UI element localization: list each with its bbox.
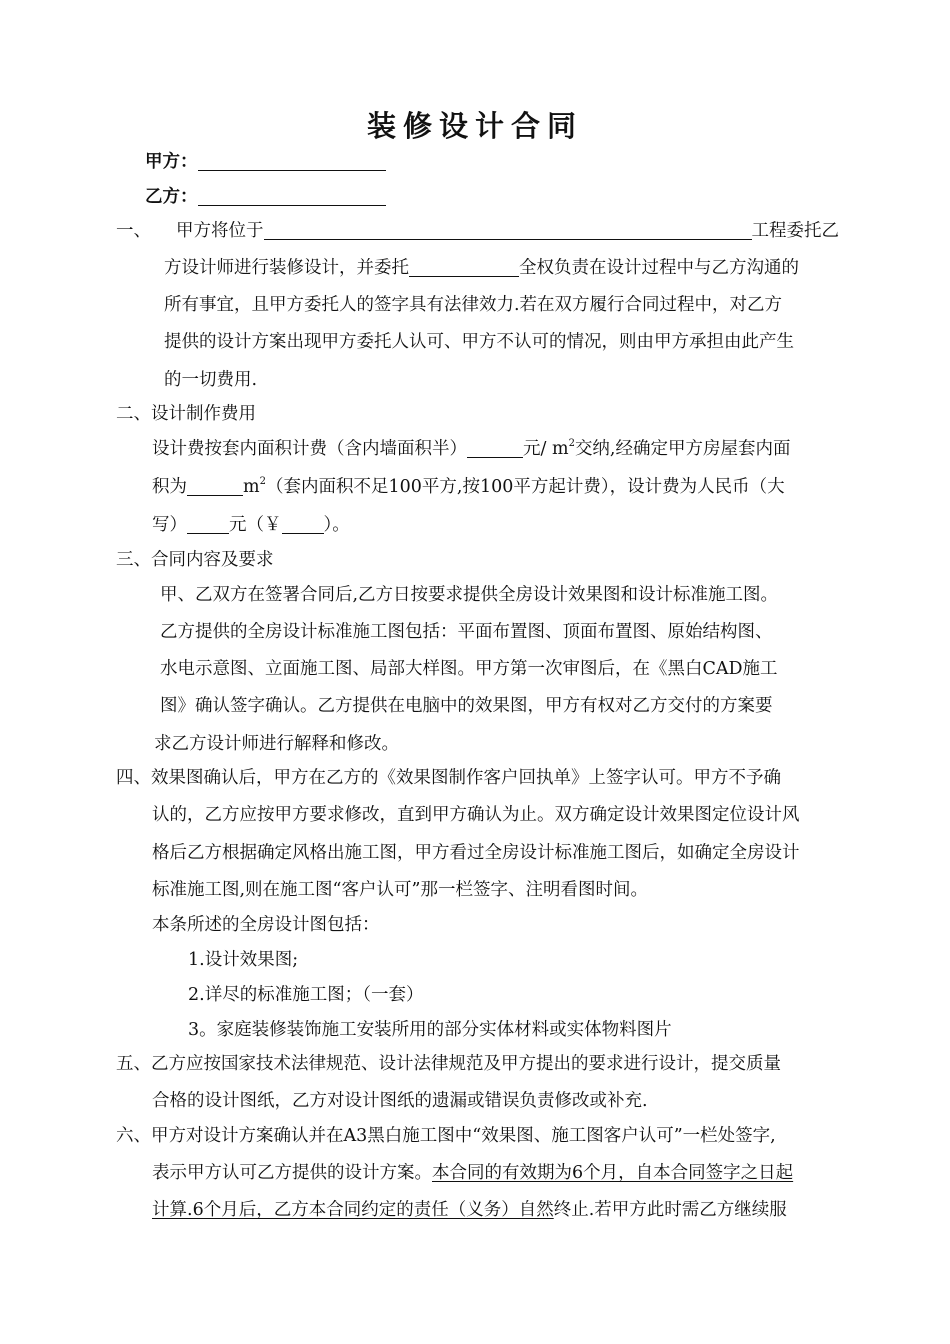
document-title: 装修设计合同	[366, 109, 583, 143]
s4-line-4: 标准施工图,则在施工图“客户认可”那一栏签字、注明看图时间。	[152, 880, 648, 900]
s1-line-1: 甲方将位于 工程委托乙	[176, 221, 839, 241]
project-location-blank	[264, 219, 752, 240]
s1-number: 一、	[116, 221, 151, 241]
s4-item-1: 1.设计效果图;	[188, 950, 299, 970]
s1-line-3: 所有事宜，且甲方委托人的签字具有法律效力.若在双方履行合同过程中，对乙方	[164, 295, 783, 315]
s4-line-2: 认的，乙方应按甲方要求修改，直到甲方确认为止。双方确定设计效果图定位设计风	[152, 805, 800, 825]
delegate-blank	[409, 256, 519, 277]
s2-line-2: 积为 $m^2$（套内面积不足100平方,按100平方起计费），设计费为人民币（大	[152, 476, 785, 497]
party-b-line	[145, 185, 386, 209]
s3-line-2: 乙方提供的全房设计标准施工图包括：平面布置图、顶面布置图、原始结构图、	[160, 622, 773, 642]
s4-line-3: 格后乙方根据确定风格出施工图，甲方看过全房设计标准施工图后，如确定全房设计	[152, 843, 800, 863]
party-a-blank	[198, 150, 386, 171]
s1-line-2: 方设计师进行装修设计，并委托 全权负责在设计过程中与乙方沟通的	[164, 258, 799, 278]
area-blank	[187, 475, 243, 496]
s4-line-1: 四、效果图确认后，甲方在乙方的《效果图制作客户回执单》上签字认可。甲方不予确	[116, 768, 781, 788]
validity-clause: 本合同的有效期为6个月，自本合同签字之日起	[432, 1163, 794, 1183]
party-a-label: 甲方：	[145, 152, 198, 172]
s6-line-3: 计算.6个月后，乙方本合同约定的责任（义务）自然终止.若甲方此时需乙方继续服	[152, 1200, 787, 1220]
s4-item-2: 2.详尽的标准施工图；（一套）	[188, 985, 424, 1005]
s2-heading: 二、设计制作费用	[116, 404, 256, 424]
party-a-line	[145, 150, 386, 174]
validity-clause-cont: 计算.6个月后，乙方本合同约定的责任（义务）自然	[152, 1200, 554, 1220]
s4-item-3: 3。家庭装修装饰施工安装所用的部分实体材料或实体物料图片	[188, 1020, 672, 1040]
s1-line-5: 的一切费用.	[164, 370, 258, 390]
fee-words-blank	[187, 513, 229, 534]
party-b-blank	[198, 185, 386, 206]
s3-line-5: 求乙方设计师进行解释和修改。	[154, 734, 399, 754]
s1-line-4: 提供的设计方案出现甲方委托人认可、甲方不认可的情况，则由甲方承担由此产生	[164, 332, 794, 352]
rate-blank	[467, 437, 523, 458]
s3-heading: 三、合同内容及要求	[116, 550, 274, 570]
s2-line-1: 设计费按套内面积计费（含内墙面积半） 元/ $m^2$交纳,经确定甲方房屋套内面	[152, 438, 791, 459]
s5-line-1: 五、乙方应按国家技术法律规范、设计法律规范及甲方提出的要求进行设计，提交质量	[116, 1054, 781, 1074]
s3-line-3: 水电示意图、立面施工图、局部大样图。甲方第一次审图后，在《黑白CAD施工	[160, 659, 778, 679]
s4-line-5: 本条所述的全房设计图包括：	[152, 915, 380, 935]
s3-line-4: 图》确认签字确认。乙方提供在电脑中的效果图，甲方有权对乙方交付的方案要	[160, 696, 773, 716]
s3-line-1: 甲、乙双方在签署合同后,乙方日按要求提供全房设计效果图和设计标准施工图。	[160, 585, 779, 605]
s6-line-1: 六、甲方对设计方案确认并在A3黑白施工图中“效果图、施工图客户认可”一栏处签字,	[116, 1126, 776, 1146]
s2-line-3: 写） 元（￥ ）。	[152, 515, 350, 535]
s5-line-2: 合格的设计图纸，乙方对设计图纸的遗漏或错误负责修改或补充.	[152, 1091, 648, 1111]
party-b-label: 乙方：	[145, 187, 198, 207]
fee-number-blank	[282, 513, 324, 534]
s6-line-2: 表示甲方认可乙方提供的设计方案。本合同的有效期为6个月，自本合同签字之日起	[152, 1163, 794, 1183]
